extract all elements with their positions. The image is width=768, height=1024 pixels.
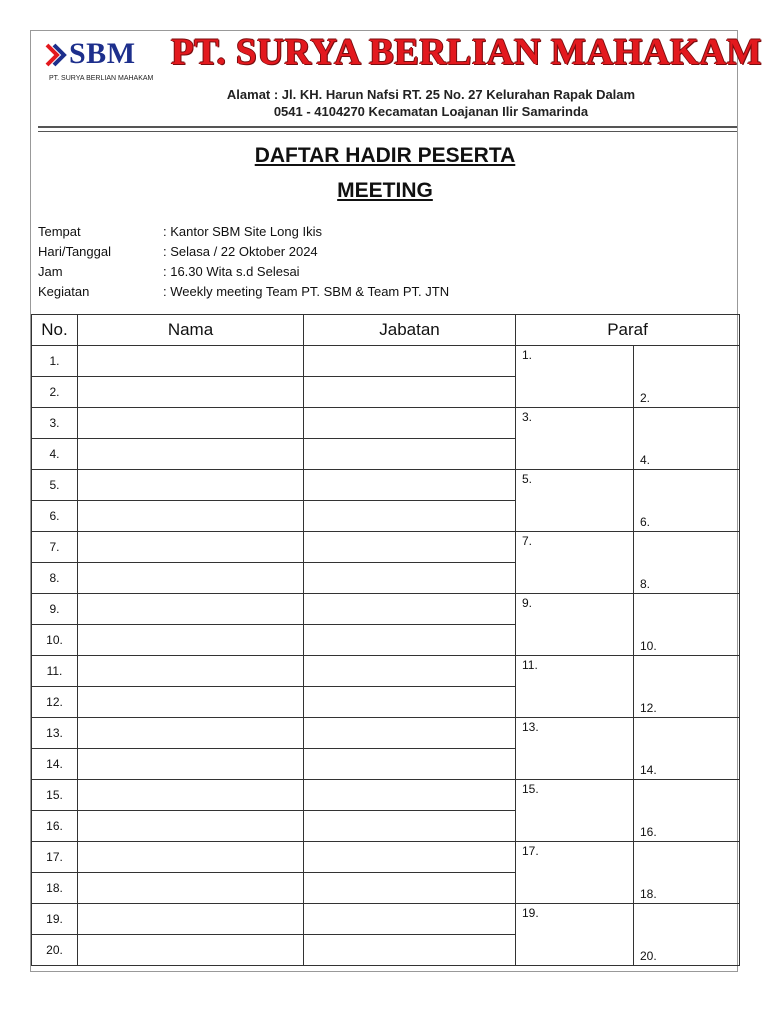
row-number: 16. bbox=[32, 811, 78, 842]
row-number: 17. bbox=[32, 842, 78, 873]
header-jabatan: Jabatan bbox=[304, 315, 516, 346]
jabatan-cell[interactable] bbox=[304, 904, 516, 935]
info-label: Tempat bbox=[38, 224, 81, 239]
table-row bbox=[32, 470, 740, 501]
row-number: 14. bbox=[32, 749, 78, 780]
logo-text: SBM bbox=[69, 37, 136, 70]
logo-subtitle: PT. SURYA BERLIAN MAHAKAM bbox=[49, 75, 154, 82]
nama-cell[interactable] bbox=[78, 718, 304, 749]
row-number: 13. bbox=[32, 718, 78, 749]
paraf-cell-left[interactable] bbox=[516, 842, 634, 904]
nama-cell[interactable] bbox=[78, 873, 304, 904]
paraf-cell-right[interactable] bbox=[634, 594, 740, 656]
paraf-cell-right[interactable] bbox=[634, 780, 740, 842]
table-row bbox=[32, 532, 740, 563]
paraf-cell-left[interactable] bbox=[516, 780, 634, 842]
jabatan-cell[interactable] bbox=[304, 501, 516, 532]
jabatan-cell[interactable] bbox=[304, 718, 516, 749]
paraf-number: 19. bbox=[522, 906, 539, 920]
company-logo bbox=[43, 37, 173, 89]
jabatan-cell[interactable] bbox=[304, 842, 516, 873]
company-name: PT. SURYA BERLIAN MAHAKAM bbox=[171, 32, 762, 73]
nama-cell[interactable] bbox=[78, 625, 304, 656]
paraf-cell-left[interactable] bbox=[516, 904, 634, 966]
paraf-number: 10. bbox=[640, 639, 657, 653]
jabatan-cell[interactable] bbox=[304, 625, 516, 656]
paraf-cell-right[interactable] bbox=[634, 470, 740, 532]
address-line-1: Alamat : Jl. KH. Harun Nafsi RT. 25 No. 27 Kelurahan Rapak Dalam bbox=[226, 87, 636, 102]
row-number: 18. bbox=[32, 873, 78, 904]
info-value: : 16.30 Wita s.d Selesai bbox=[163, 264, 300, 279]
nama-cell[interactable] bbox=[78, 904, 304, 935]
nama-cell[interactable] bbox=[78, 408, 304, 439]
info-value: : Weekly meeting Team PT. SBM & Team PT. JTN bbox=[163, 284, 450, 299]
paraf-number: 11. bbox=[522, 658, 538, 672]
paraf-number: 7. bbox=[522, 534, 533, 548]
nama-cell[interactable] bbox=[78, 594, 304, 625]
jabatan-cell[interactable] bbox=[304, 749, 516, 780]
paraf-number: 18. bbox=[640, 887, 657, 901]
paraf-number: 14. bbox=[640, 763, 657, 777]
nama-cell[interactable] bbox=[78, 563, 304, 594]
nama-cell[interactable] bbox=[78, 842, 304, 873]
nama-cell[interactable] bbox=[78, 377, 304, 408]
header-no: No. bbox=[32, 315, 78, 346]
jabatan-cell[interactable] bbox=[304, 563, 516, 594]
jabatan-cell[interactable] bbox=[304, 439, 516, 470]
document-subtitle: MEETING bbox=[337, 179, 433, 202]
table-row bbox=[32, 718, 740, 749]
table-footer-strip bbox=[31, 961, 739, 973]
paraf-number: 3. bbox=[522, 410, 533, 424]
paraf-number: 5. bbox=[522, 472, 533, 486]
jabatan-cell[interactable] bbox=[304, 532, 516, 563]
paraf-cell-left[interactable] bbox=[516, 408, 634, 470]
nama-cell[interactable] bbox=[78, 656, 304, 687]
row-number: 1. bbox=[32, 346, 78, 377]
table-row bbox=[32, 656, 740, 687]
header-paraf: Paraf bbox=[516, 315, 740, 346]
row-number: 15. bbox=[32, 780, 78, 811]
paraf-number: 15. bbox=[522, 782, 539, 796]
row-number: 8. bbox=[32, 563, 78, 594]
attendance-sheet bbox=[30, 30, 762, 972]
nama-cell[interactable] bbox=[78, 439, 304, 470]
jabatan-cell[interactable] bbox=[304, 873, 516, 904]
row-number: 3. bbox=[32, 408, 78, 439]
nama-cell[interactable] bbox=[78, 470, 304, 501]
table-row bbox=[32, 346, 740, 377]
paraf-number: 9. bbox=[522, 596, 533, 610]
jabatan-cell[interactable] bbox=[304, 656, 516, 687]
row-number: 6. bbox=[32, 501, 78, 532]
row-number: 11. bbox=[32, 656, 78, 687]
paraf-number: 17. bbox=[522, 844, 539, 858]
paraf-number: 12. bbox=[640, 701, 657, 715]
nama-cell[interactable] bbox=[78, 346, 304, 377]
paraf-cell-right[interactable] bbox=[634, 904, 740, 966]
row-number: 9. bbox=[32, 594, 78, 625]
paraf-cell-right[interactable] bbox=[634, 346, 740, 408]
nama-cell[interactable] bbox=[78, 687, 304, 718]
row-number: 4. bbox=[32, 439, 78, 470]
paraf-number: 6. bbox=[640, 515, 651, 529]
paraf-cell-right[interactable] bbox=[634, 532, 740, 594]
paraf-cell-right[interactable] bbox=[634, 718, 740, 780]
paraf-cell-left[interactable] bbox=[516, 656, 634, 718]
paraf-cell-right[interactable] bbox=[634, 842, 740, 904]
row-number: 2. bbox=[32, 377, 78, 408]
jabatan-cell[interactable] bbox=[304, 377, 516, 408]
row-number: 10. bbox=[32, 625, 78, 656]
info-value: : Selasa / 22 Oktober 2024 bbox=[163, 244, 318, 259]
row-number: 20. bbox=[32, 935, 78, 966]
jabatan-cell[interactable] bbox=[304, 346, 516, 377]
info-label: Jam bbox=[38, 264, 63, 279]
paraf-number: 20. bbox=[640, 949, 657, 963]
table-row bbox=[32, 408, 740, 439]
nama-cell[interactable] bbox=[78, 501, 304, 532]
table-header-row bbox=[32, 315, 740, 346]
paraf-cell-right[interactable] bbox=[634, 656, 740, 718]
paraf-number: 4. bbox=[640, 453, 651, 467]
jabatan-cell[interactable] bbox=[304, 811, 516, 842]
paraf-cell-right[interactable] bbox=[634, 408, 740, 470]
jabatan-cell[interactable] bbox=[304, 408, 516, 439]
paraf-number: 2. bbox=[640, 391, 651, 405]
header-divider-thin bbox=[38, 131, 737, 132]
info-value: : Kantor SBM Site Long Ikis bbox=[163, 224, 322, 239]
info-label: Kegiatan bbox=[38, 284, 90, 299]
paraf-number: 1. bbox=[522, 348, 533, 362]
table-row bbox=[32, 842, 740, 873]
paraf-cell-left[interactable] bbox=[516, 470, 634, 532]
nama-cell[interactable] bbox=[78, 780, 304, 811]
paraf-cell-left[interactable] bbox=[516, 346, 634, 408]
paraf-cell-left[interactable] bbox=[516, 718, 634, 780]
paraf-number: 13. bbox=[522, 720, 539, 734]
paraf-cell-left[interactable] bbox=[516, 532, 634, 594]
paraf-number: 8. bbox=[640, 577, 651, 591]
info-label: Hari/Tanggal bbox=[38, 244, 111, 259]
jabatan-cell[interactable] bbox=[304, 470, 516, 501]
row-number: 12. bbox=[32, 687, 78, 718]
row-number: 19. bbox=[32, 904, 78, 935]
nama-cell[interactable] bbox=[78, 811, 304, 842]
jabatan-cell[interactable] bbox=[304, 594, 516, 625]
nama-cell[interactable] bbox=[78, 532, 304, 563]
paraf-number: 16. bbox=[640, 825, 657, 839]
logo-mark-icon bbox=[43, 39, 69, 73]
header-nama: Nama bbox=[78, 315, 304, 346]
address-line-2: 0541 - 4104270 Kecamatan Loajanan Ilir Samarinda bbox=[273, 104, 589, 119]
jabatan-cell[interactable] bbox=[304, 780, 516, 811]
row-number: 7. bbox=[32, 532, 78, 563]
table-row bbox=[32, 904, 740, 935]
paraf-cell-left[interactable] bbox=[516, 594, 634, 656]
jabatan-cell[interactable] bbox=[304, 687, 516, 718]
nama-cell[interactable] bbox=[78, 749, 304, 780]
table-row bbox=[32, 780, 740, 811]
row-number: 5. bbox=[32, 470, 78, 501]
document-title: DAFTAR HADIR PESERTA bbox=[254, 144, 516, 167]
attendance-table bbox=[31, 314, 740, 966]
table-row bbox=[32, 594, 740, 625]
header-divider bbox=[38, 126, 737, 128]
